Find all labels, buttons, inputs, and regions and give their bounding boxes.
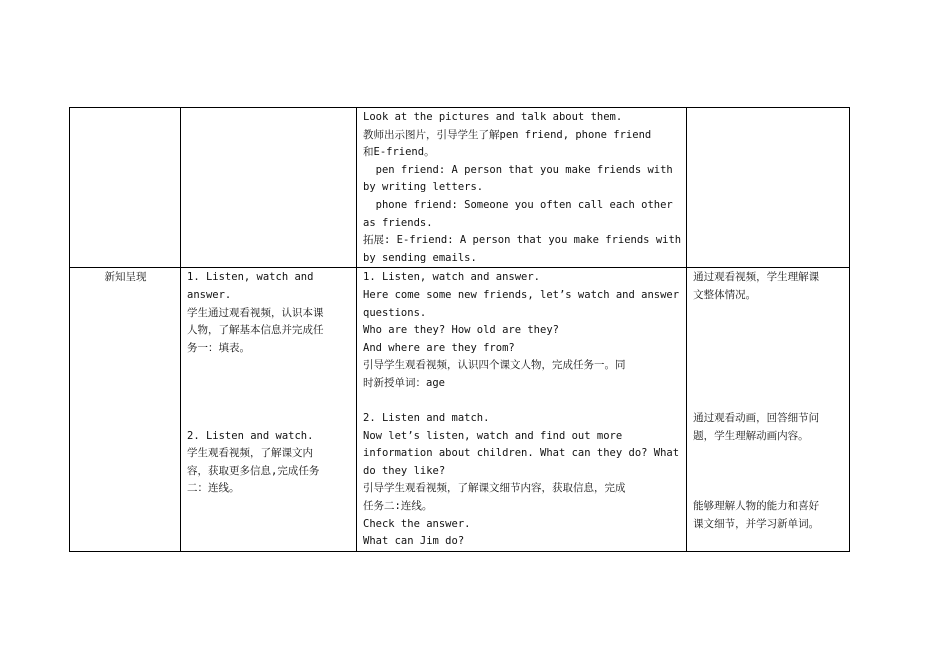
student-activity-cell bbox=[181, 108, 357, 268]
teacher-line: 时新授单词：age bbox=[363, 376, 445, 389]
teacher-line: phone friend: Someone you often call each other bbox=[363, 198, 673, 211]
teacher-line: as friends. bbox=[363, 216, 433, 229]
intent-line: 通过观看动画，回答细节问 bbox=[693, 412, 820, 425]
intent-line: 题，学生理解动画内容。 bbox=[693, 429, 809, 442]
spacer bbox=[187, 375, 351, 393]
spacer bbox=[693, 375, 844, 393]
stage-label: 新知呈现 bbox=[104, 271, 147, 284]
teacher-line: 引导学生观看视频，认识四个课文人物，完成任务一。同 bbox=[363, 359, 626, 372]
teacher-line: 1. Listen, watch and answer. bbox=[363, 271, 541, 284]
spacer bbox=[187, 357, 351, 375]
teacher-line: information about children. What can they do? What bbox=[363, 447, 680, 460]
table-row bbox=[70, 108, 850, 268]
teacher-activity-cell bbox=[357, 268, 687, 552]
teacher-line: 和E-friend。 bbox=[363, 146, 435, 159]
spacer bbox=[187, 393, 351, 411]
spacer bbox=[693, 322, 844, 340]
spacer bbox=[693, 357, 844, 375]
student-line: 容，获取更多信息,完成任务 bbox=[187, 464, 320, 477]
teacher-line: do they like? bbox=[363, 464, 446, 477]
teacher-line: 任务二:连线。 bbox=[363, 500, 433, 513]
lesson-plan-table bbox=[69, 107, 850, 552]
teacher-line: 2. Listen and match. bbox=[363, 412, 490, 425]
stage-cell bbox=[70, 108, 181, 268]
spacer bbox=[693, 480, 844, 498]
teacher-activity-cell bbox=[357, 108, 687, 268]
student-line: 务一：填表。 bbox=[187, 341, 250, 354]
teacher-line: Look at the pictures and talk about them. bbox=[363, 111, 623, 123]
teacher-line: by sending emails. bbox=[363, 251, 477, 264]
intent-line: 能够理解人物的能力和喜好 bbox=[693, 500, 820, 513]
spacer bbox=[693, 393, 844, 411]
stage-cell bbox=[70, 268, 181, 552]
spacer bbox=[363, 393, 681, 411]
teacher-line: What can Jim do? bbox=[363, 535, 465, 548]
student-line: 学生通过观看视频，认识本课 bbox=[187, 306, 324, 319]
student-activity-cell bbox=[181, 268, 357, 552]
teacher-line: questions. bbox=[363, 306, 427, 319]
intent-line: 通过观看视频，学生理解课 bbox=[693, 271, 820, 284]
teacher-line: by writing letters. bbox=[363, 181, 484, 194]
teacher-line: Now let’s listen, watch and find out more bbox=[363, 429, 623, 442]
spacer bbox=[187, 410, 351, 428]
table-row bbox=[70, 268, 850, 552]
spacer bbox=[693, 463, 844, 481]
intent-line: 文整体情况。 bbox=[693, 288, 757, 301]
spacer bbox=[693, 340, 844, 358]
spacer bbox=[693, 305, 844, 323]
student-line: 1. Listen, watch and bbox=[187, 271, 314, 284]
teacher-line: Here come some new friends, let’s watch and answer bbox=[363, 288, 680, 301]
student-line: 2. Listen and watch. bbox=[187, 429, 314, 442]
teacher-line: And where are they from? bbox=[363, 341, 515, 354]
teacher-line: Who are they? How old are they? bbox=[363, 324, 559, 337]
student-line: 二：连线。 bbox=[187, 482, 240, 495]
teacher-line: 拓展: E-friend: A person that you make friends with bbox=[363, 234, 682, 247]
student-line: answer. bbox=[187, 288, 232, 301]
spacer bbox=[693, 445, 844, 463]
teacher-line: 引导学生观看视频，了解课文细节内容，获取信息，完成 bbox=[363, 482, 626, 495]
student-line: 学生观看视频，了解课文内 bbox=[187, 447, 313, 460]
student-line: 人物，了解基本信息并完成任 bbox=[187, 324, 324, 337]
teacher-line: pen friend: A person that you make friends with bbox=[363, 163, 673, 176]
teacher-line: Check the answer. bbox=[363, 517, 471, 530]
teacher-line: 教师出示图片，引导学生了解pen friend, phone friend bbox=[363, 128, 652, 141]
intent-line: 课文细节，并学习新单词。 bbox=[693, 517, 820, 530]
design-intent-cell bbox=[687, 268, 850, 552]
design-intent-cell bbox=[687, 108, 850, 268]
